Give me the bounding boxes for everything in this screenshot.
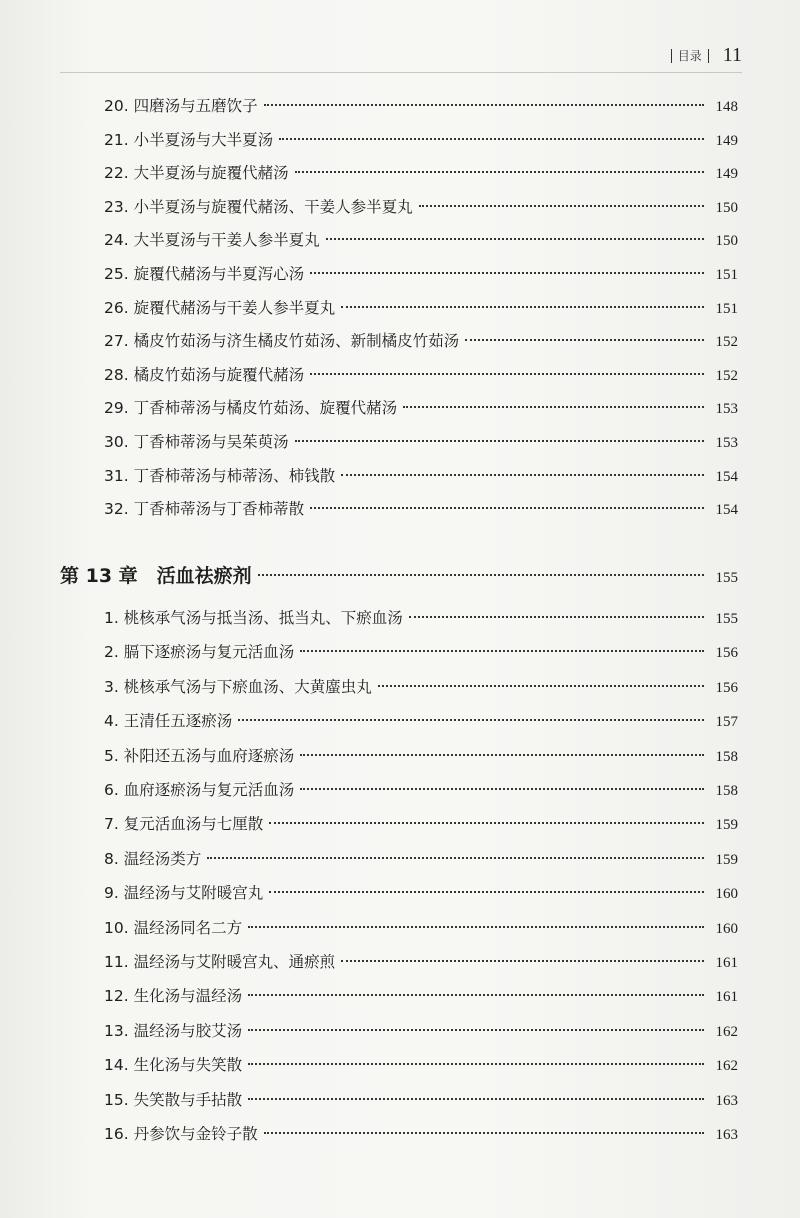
toc-entry-title: 22. 大半夏汤与旋覆代赭汤 (104, 164, 289, 183)
toc-entry (104, 916, 738, 942)
toc-entry (104, 640, 738, 666)
toc-entry (104, 262, 738, 288)
toc-entry-title: 30. 丁香柿蒂汤与吴茱萸汤 (104, 433, 289, 451)
toc-leader-dots (310, 272, 704, 274)
toc-entry-title: 11. 温经汤与艾附暖宫丸、通瘀煎 (104, 953, 336, 971)
toc-entry-title: 27. 橘皮竹茹汤与济生橘皮竹茹汤、新制橘皮竹茹汤 (104, 332, 460, 351)
toc-leader-dots (248, 1063, 704, 1065)
toc-page-number: 159 (715, 851, 738, 868)
toc-leader-dots (341, 306, 704, 308)
toc-page-number: 152 (715, 367, 738, 384)
toc-page-number: 158 (715, 748, 738, 765)
toc-entry-title: 31. 丁香柿蒂汤与柿蒂汤、柿钱散 (104, 466, 336, 485)
toc-entry (104, 329, 738, 355)
toc-entry (104, 675, 738, 701)
toc-entry-title: 12. 生化汤与温经汤 (104, 987, 243, 1006)
toc-leader-dots (403, 406, 704, 408)
toc-entry-title: 28. 橘皮竹茹汤与旋覆代赭汤 (104, 365, 305, 384)
toc-page-number: 161 (715, 955, 738, 971)
toc-page-number: 151 (715, 267, 738, 283)
toc-page-number: 159 (715, 817, 738, 834)
toc-page-number: 163 (715, 1127, 738, 1143)
toc-entry (104, 1088, 738, 1114)
toc-entry (104, 228, 738, 254)
toc-entry (104, 847, 738, 873)
toc-page-number: 160 (715, 920, 738, 937)
toc-entry (104, 709, 738, 735)
toc-page-number: 156 (715, 645, 738, 662)
toc-entry (104, 464, 738, 490)
toc-leader-dots (279, 138, 704, 140)
toc-leader-dots (264, 1132, 704, 1134)
toc-entry-title: 24. 大半夏汤与干姜人参半夏丸 (104, 231, 320, 250)
toc-entry (104, 744, 738, 770)
toc-leader-dots (300, 788, 704, 790)
toc-leader-dots (378, 685, 704, 687)
toc-leader-dots (295, 171, 704, 173)
toc-entry-title: 6. 血府逐瘀汤与复元活血汤 (104, 781, 295, 799)
toc-entry-title: 23. 小半夏汤与旋覆代赭汤、干姜人参半夏丸 (104, 197, 413, 216)
toc-page-number: 163 (715, 1092, 738, 1109)
toc-entry-title: 9. 温经汤与艾附暖宫丸 (104, 884, 264, 903)
toc-leader-dots (248, 926, 704, 928)
toc-entry-title: 21. 小半夏汤与大半夏汤 (104, 130, 274, 149)
toc-leader-dots (310, 373, 704, 375)
toc-entry-title: 32. 丁香柿蒂汤与丁香柿蒂散 (104, 500, 305, 519)
toc-entry-title: 20. 四磨汤与五磨饮子 (104, 97, 258, 115)
toc-entry-title: 29. 丁香柿蒂汤与橘皮竹茹汤、旋覆代赭汤 (104, 399, 398, 418)
toc-entry (104, 363, 738, 389)
toc-leader-dots (248, 994, 704, 996)
toc-leader-dots (248, 1029, 704, 1031)
toc-leader-dots (269, 822, 704, 824)
toc-leader-dots (300, 754, 704, 756)
toc-page-number: 162 (715, 1058, 738, 1075)
toc-entry-title: 8. 温经汤类方 (104, 849, 202, 868)
toc-leader-dots (264, 104, 704, 106)
toc-leader-dots (326, 238, 704, 240)
toc-page-number: 153 (715, 401, 738, 418)
toc-page-number: 150 (715, 199, 738, 216)
toc-entry (104, 296, 738, 322)
toc-entry (104, 812, 738, 838)
toc-entry-title: 4. 王清任五逐瘀汤 (104, 712, 233, 731)
toc-page-number: 158 (715, 783, 738, 799)
toc-entry (104, 606, 738, 632)
toc-page-number: 150 (715, 233, 738, 250)
toc-leader-dots (409, 616, 704, 618)
toc-page-number: 155 (715, 611, 738, 627)
toc-entry (104, 161, 738, 187)
toc-page-number: 149 (715, 166, 738, 183)
toc-entry (104, 94, 738, 120)
toc-page-number: 160 (715, 886, 738, 903)
running-header (671, 44, 742, 67)
toc-entry (104, 396, 738, 422)
toc-leader-dots (248, 1098, 704, 1100)
toc-entry (104, 1053, 738, 1079)
toc-leader-dots (295, 440, 704, 442)
toc-entry (104, 984, 738, 1010)
toc-entry-title: 5. 补阳还五汤与血府逐瘀汤 (104, 746, 295, 765)
toc-chapter-title: 第 13 章 活血祛瘀剂 (60, 565, 252, 587)
toc-page-number: 149 (715, 132, 738, 149)
toc-leader-dots (269, 891, 704, 893)
toc-leader-dots (341, 960, 704, 962)
toc-page-number: 157 (715, 714, 738, 731)
toc-page-number: 148 (715, 99, 738, 115)
toc-leader-dots (238, 719, 704, 721)
toc-page-number: 153 (715, 435, 738, 451)
toc-entry (104, 430, 738, 456)
toc-leader-dots (419, 205, 704, 207)
toc-entry (104, 950, 738, 976)
toc-entry (104, 195, 738, 221)
header-rule (60, 72, 742, 73)
toc-leader-dots (258, 574, 704, 576)
toc-page-number: 152 (715, 334, 738, 351)
toc-entry (104, 497, 738, 523)
toc-entry-title: 14. 生化汤与失笑散 (104, 1056, 243, 1075)
toc-entry-title: 25. 旋覆代赭汤与半夏泻心汤 (104, 265, 305, 283)
header-section-label: 目录 (671, 49, 709, 63)
toc-entry-title: 15. 失笑散与手拈散 (104, 1090, 243, 1109)
toc-entry (104, 778, 738, 804)
toc-entry-title: 16. 丹参饮与金铃子散 (104, 1125, 258, 1143)
toc-page-number: 156 (715, 679, 738, 696)
toc-leader-dots (341, 474, 704, 476)
toc-entry (104, 1122, 738, 1148)
toc-entry (104, 128, 738, 154)
toc-chapter-entry (60, 561, 738, 587)
toc-entry-title: 7. 复元活血汤与七厘散 (104, 815, 264, 834)
toc-entry-title: 13. 温经汤与胶艾汤 (104, 1021, 243, 1040)
toc-leader-dots (310, 507, 704, 509)
toc-leader-dots (207, 857, 704, 859)
toc-entry-title: 1. 桃核承气汤与抵当汤、抵当丸、下瘀血汤 (104, 609, 403, 627)
toc-leader-dots (465, 339, 704, 341)
toc-entry (104, 881, 738, 907)
toc-page-number: 151 (715, 300, 738, 317)
toc-entry-title: 26. 旋覆代赭汤与干姜人参半夏丸 (104, 298, 336, 317)
toc-entry-title: 2. 膈下逐瘀汤与复元活血汤 (104, 643, 295, 662)
toc-entry (104, 1019, 738, 1045)
toc-leader-dots (300, 650, 704, 652)
toc-page-number: 155 (715, 570, 738, 586)
toc-entry-title: 10. 温经汤同名二方 (104, 918, 243, 937)
header-page-number: 11 (722, 44, 742, 66)
toc-entry-title: 3. 桃核承气汤与下瘀血汤、大黄䗪虫丸 (104, 677, 372, 696)
toc-page-number: 162 (715, 1023, 738, 1040)
toc-page-number: 161 (715, 989, 738, 1006)
toc-page-number: 154 (715, 468, 738, 485)
toc-page-number: 154 (715, 502, 738, 519)
